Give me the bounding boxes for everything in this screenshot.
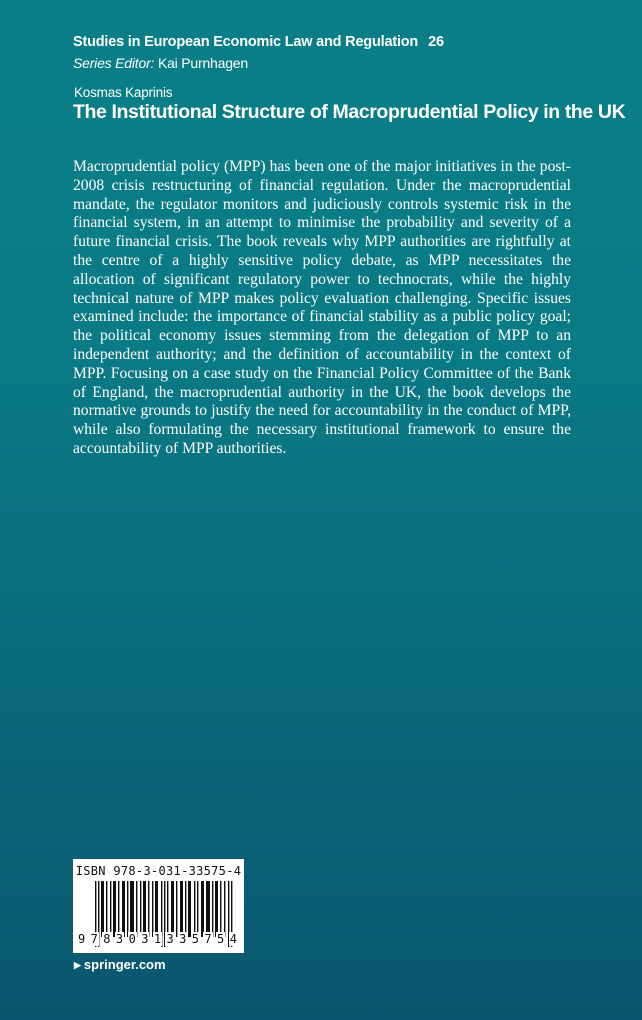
barcode-digit: 5 (191, 932, 199, 946)
isbn-label: ISBN 978-3-031-33575-4 (75, 864, 242, 878)
series-editor-label: Series Editor: (73, 55, 155, 71)
barcode-digit: 0 (128, 932, 136, 946)
barcode-digit: 3 (179, 932, 187, 946)
isbn-barcode (73, 859, 244, 953)
barcode-digit: 7 (204, 932, 212, 946)
barcode-digit: 7 (90, 932, 98, 946)
book-blurb: Macroprudential policy (MPP) has been one of the major initiatives in the post-2008 crisis restructuring of financial regulation. Under the macroprudential mandate, the regulator monitors and judiciously controls systemic risk in the financial system, in an attempt to minimise the probability and severity of a future financial crisis. The book reveals why MPP authorities are rightfully at the centre of a highly sensitive policy debate, as MPP necessitates the allocation of significant regulatory power to technocrats, while the highly technical nature of MPP makes policy evaluation challenging. Specific issues examined include: the importance of financial stability as a public policy goal; the political economy issues stemming from the delegation of MPP to an independent authority; and the definition of accountability in the context of MPP. Focusing on a case study on the Financial Policy Committee of the Bank of England, the macroprudential authority in the UK, the book develops the normative grounds to justify the need for accountability in the conduct of MPP, while also formulating the necessary institutional framework to ensure the accountability of MPP authorities. (73, 158, 571, 457)
barcode-digit: 3 (141, 932, 149, 946)
barcode-digit: 3 (166, 932, 174, 946)
barcode-digit: 1 (153, 932, 162, 946)
barcode-digit: 5 (217, 932, 225, 946)
book-author: Kosmas Kaprinis (74, 85, 173, 100)
publisher-link[interactable] (74, 957, 166, 972)
barcode-digit: 4 (229, 932, 237, 946)
barcode-digit: 8 (103, 932, 111, 946)
series-heading (73, 34, 444, 50)
series-name: Studies in European Economic Law and Regulation (73, 34, 419, 50)
book-title: The Institutional Structure of Macroprudential Policy in the UK (73, 101, 626, 123)
barcode-digits (77, 932, 238, 946)
publisher-url[interactable]: springer.com (83, 957, 166, 972)
triangle-right-icon: ▶ (74, 960, 81, 970)
series-editor-name: Kai Purnhagen (157, 55, 248, 71)
barcode-digit: 9 (78, 932, 86, 946)
barcode-digit: 3 (115, 932, 124, 946)
series-editor (73, 55, 248, 71)
series-volume: 26 (428, 34, 444, 50)
